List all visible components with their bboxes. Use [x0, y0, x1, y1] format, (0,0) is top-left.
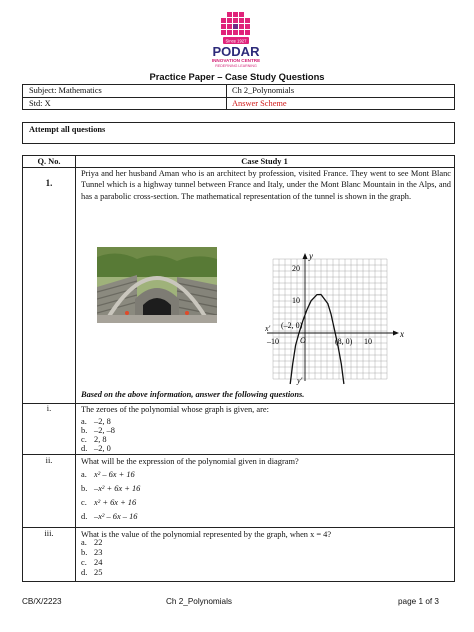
option-item: c. 2, 8: [81, 435, 107, 444]
svg-text:20: 20: [292, 264, 300, 273]
std-cell: Std: X: [29, 99, 51, 108]
svg-text:y': y': [297, 376, 303, 385]
svg-text:Since 1927: Since 1927: [225, 38, 247, 44]
option-item: b. –x² + 6x + 16: [81, 484, 141, 493]
svg-text:REDEFINING LEARNING: REDEFINING LEARNING: [215, 64, 257, 68]
svg-text:(–2, 0): (–2, 0): [281, 321, 303, 330]
question-text: The zeroes of the polynomial whose graph is given, are:: [81, 405, 269, 414]
svg-text:INNOVATION CENTRE: INNOVATION CENTRE: [211, 58, 261, 63]
footer-left: CB/X/2223: [22, 597, 62, 606]
footer-center: Ch 2_Polynomials: [166, 597, 232, 606]
tunnel-photo: [97, 247, 217, 323]
parabola-graph: [265, 251, 407, 385]
footer-right: page 1 of 3: [398, 597, 439, 606]
option-item: d. –2, 0: [81, 444, 111, 453]
option-item: a. –2, 8: [81, 417, 111, 426]
option-item: d. –x² – 6x – 16: [81, 512, 138, 521]
option-item: c. x² + 6x + 16: [81, 498, 137, 507]
svg-text:10: 10: [364, 337, 372, 346]
svg-text:y: y: [309, 251, 313, 261]
header-table: [22, 84, 455, 110]
based-on-text: Based on the above information, answer the following questions.: [81, 390, 305, 399]
subject-cell: Subject: Mathematics: [29, 86, 102, 95]
svg-text:10: 10: [292, 296, 300, 305]
svg-text:O: O: [300, 336, 306, 345]
option-item: a. x² – 6x + 16: [81, 470, 135, 479]
question-number: iii.: [44, 529, 54, 538]
svg-text:x': x': [265, 324, 271, 333]
case-number: 1.: [45, 178, 53, 188]
question-text: What is the value of the polynomial represented by the graph, when x = 4?: [81, 530, 332, 539]
svg-text:x: x: [400, 329, 404, 339]
instructions-box: [22, 122, 455, 144]
page-title: Practice Paper – Case Study Questions: [149, 71, 325, 82]
chapter-cell: Ch 2_Polynomials: [232, 86, 295, 95]
option-item: b. 23: [81, 548, 103, 557]
question-number: ii.: [45, 456, 53, 465]
case-header: Case Study 1: [241, 157, 288, 166]
svg-text:(8, 0): (8, 0): [335, 337, 353, 346]
instructions-text: Attempt all questions: [29, 125, 106, 134]
case-paragraph: Priya and her husband Aman who is an architect by profession, visited France. They went to see Mont Blanc Tunnel which is a highway tunnel between France and Italy, under the Mont Blanc Mountain in the Alps, and has a parabolic cross-section. The mathematical representation of the tunnel is shown in the graph.: [81, 169, 451, 201]
svg-text:–10: –10: [267, 337, 279, 346]
qno-header: Q. No.: [37, 157, 61, 166]
option-item: b. –2, –8: [81, 426, 115, 435]
option-item: c. 24: [81, 558, 103, 567]
question-text: What will be the expression of the polynomial given in diagram?: [81, 457, 299, 466]
podar-logo: [203, 12, 269, 68]
question-number: i.: [46, 404, 52, 413]
option-item: a. 22: [81, 538, 103, 547]
svg-text:PODAR: PODAR: [212, 44, 260, 59]
option-item: d. 25: [81, 568, 103, 577]
answer-scheme-cell: Answer Scheme: [232, 99, 287, 108]
